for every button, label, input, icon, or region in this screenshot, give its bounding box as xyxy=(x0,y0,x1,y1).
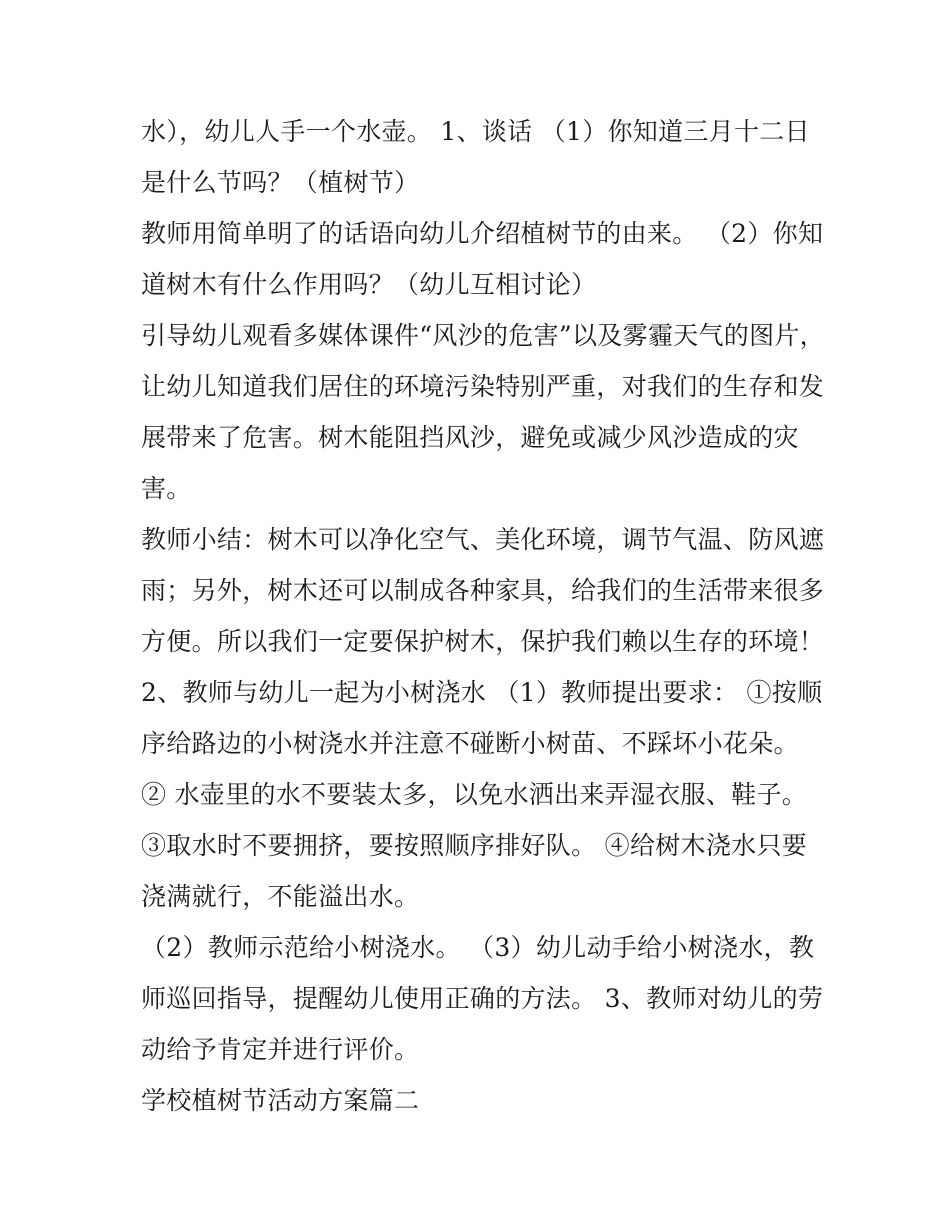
text-line: 2、教师与幼儿一起为小树浇水 （1）教师提出要求： ①按顺 xyxy=(141,678,823,707)
text-line: 师巡回指导，提醒幼儿使用正确的方法。 3、教师对幼儿的劳 xyxy=(141,984,824,1013)
text-line: 雨；另外，树木还可以制成各种家具，给我们的生活带来很多 xyxy=(141,576,825,605)
text-line: 引导幼儿观看多媒体课件“风沙的危害”以及雾霾天气的图片， xyxy=(141,321,825,350)
text-line: （2）教师示范给小树浇水。 （3）幼儿动手给小树浇水，教 xyxy=(141,933,815,962)
text-line: 展带来了危害。树木能阻挡风沙，避免或减少风沙造成的灾 xyxy=(141,423,799,452)
text-line: 教师小结：树木可以净化空气、美化环境，调节气温、防风遮 xyxy=(141,525,825,554)
text-line: ③取水时不要拥挤，要按照顺序排好队。 ④给树木浇水只要 xyxy=(141,831,808,860)
text-line: 是什么节吗？（植树节） xyxy=(141,168,420,197)
text-line: 浇满就行，不能溢出水。 xyxy=(141,882,420,911)
text-line: 序给路边的小树浇水并注意不碰断小树苗、不踩坏小花朵。 xyxy=(141,729,799,758)
text-line: 教师用简单明了的话语向幼儿介绍植树节的由来。 （2）你知 xyxy=(141,219,824,248)
document-body xyxy=(141,106,825,1126)
text-line: 害。 xyxy=(141,474,192,503)
text-line: 让幼儿知道我们居住的环境污染特别严重，对我们的生存和发 xyxy=(141,372,825,401)
section-heading: 学校植树节活动方案篇二 xyxy=(141,1086,420,1115)
text-line: 动给予肯定并进行评价。 xyxy=(141,1035,420,1064)
text-line: 水），幼儿人手一个水壶。 1、谈话 （1）你知道三月十二日 xyxy=(141,117,810,146)
text-line: ② 水壶里的水不要装太多，以免水洒出来弄湿衣服、鞋子。 xyxy=(141,780,808,809)
text-line: 道树木有什么作用吗？（幼儿互相讨论） xyxy=(141,270,597,299)
text-line: 方便。所以我们一定要保护树木，保护我们赖以生存的环境！ xyxy=(141,627,825,656)
